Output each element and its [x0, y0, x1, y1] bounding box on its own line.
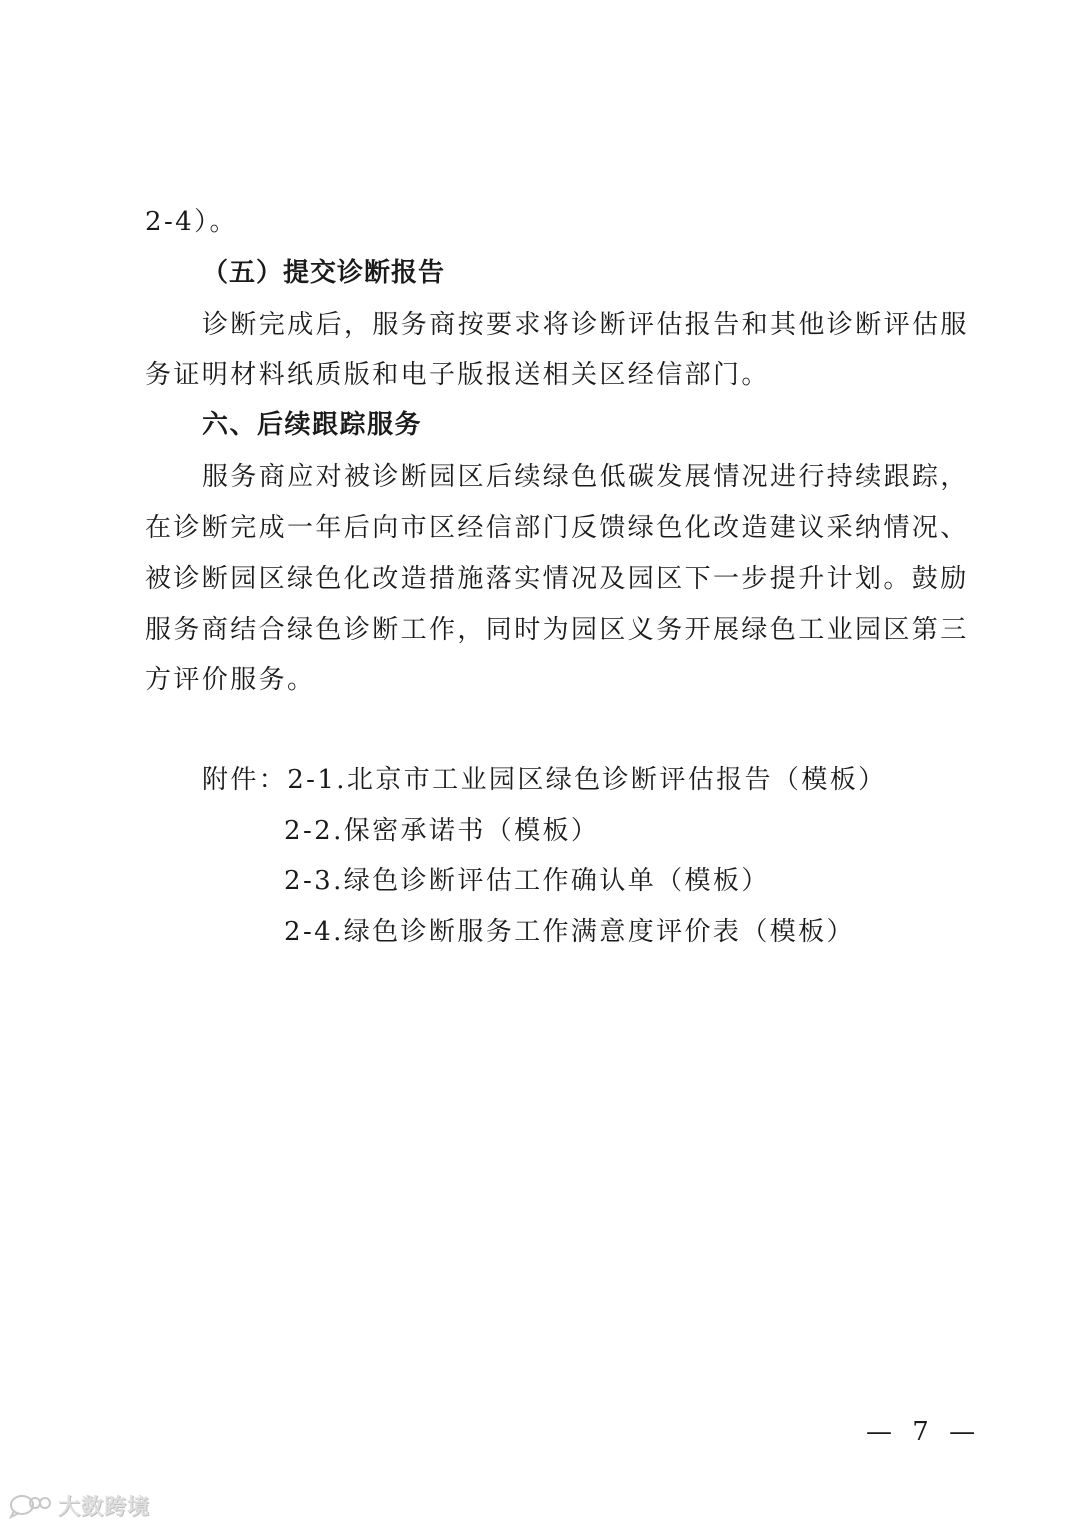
- attachment-item: 2-4.绿色诊断服务工作满意度评价表（模板）: [284, 917, 855, 947]
- attachment-item: 附件：2-1.北京市工业园区绿色诊断评估报告（模板）: [202, 765, 887, 795]
- paragraph-line: 方评价服务。: [145, 665, 316, 695]
- attachment-item: 2-2.保密承诺书（模板）: [284, 816, 600, 846]
- speech-bubble-logo-icon: [8, 1493, 52, 1519]
- paragraph-line: 在诊断完成一年后向市区经信部门反馈绿色化改造建议采纳情况、: [145, 513, 969, 543]
- watermark-text: 大数跨境: [58, 1495, 151, 1520]
- page-number: — 7 —: [866, 1417, 982, 1447]
- paragraph-line: 服务商应对被诊断园区后续绿色低碳发展情况进行持续跟踪，: [202, 462, 969, 492]
- paragraph-line: 服务商结合绿色诊断工作，同时为园区义务开展绿色工业园区第三: [145, 615, 969, 645]
- subsection-heading: （五）提交诊断报告: [202, 258, 446, 288]
- watermark: [8, 1490, 150, 1521]
- paragraph-line: 被诊断园区绿色化改造措施落实情况及园区下一步提升计划。鼓励: [145, 564, 969, 594]
- attachment-item: 2-3.绿色诊断评估工作确认单（模板）: [284, 866, 770, 896]
- paragraph-continuation: 2-4）。: [145, 207, 238, 237]
- paragraph-line: 务证明材料纸质版和电子版报送相关区经信部门。: [145, 360, 770, 390]
- section-heading: 六、后续跟踪服务: [202, 410, 423, 440]
- paragraph-line: 诊断完成后，服务商按要求将诊断评估报告和其他诊断评估服: [202, 310, 969, 340]
